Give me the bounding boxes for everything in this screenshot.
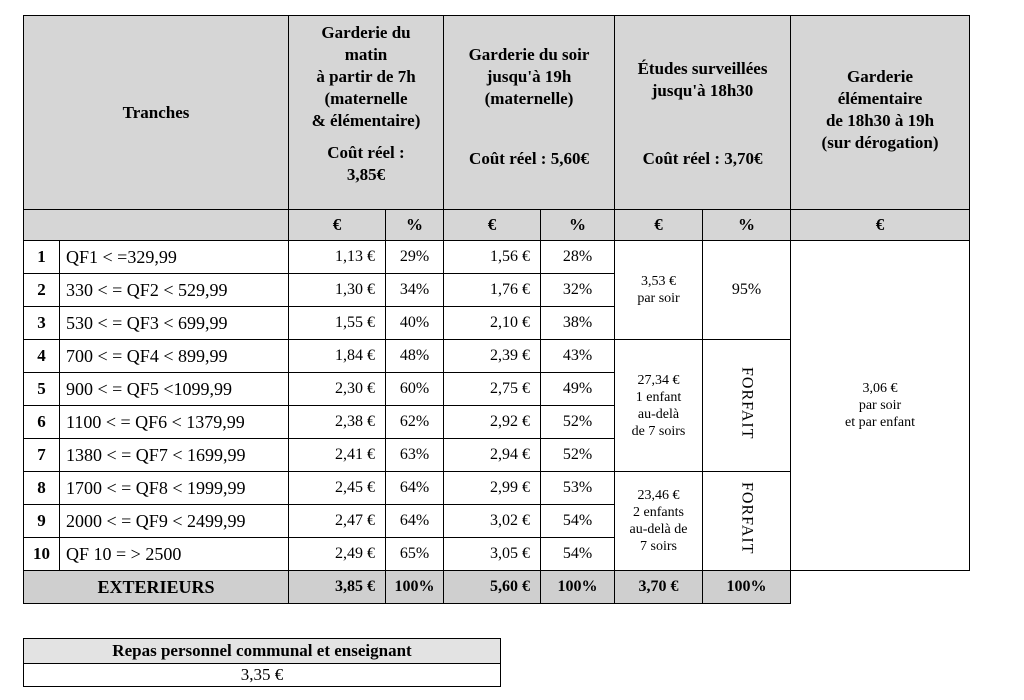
row-soir-eur: 3,05 € — [444, 538, 541, 571]
row-matin-eur: 2,41 € — [289, 439, 386, 472]
meal-value: 3,35 € — [24, 664, 501, 687]
row-matin-eur: 2,49 € — [289, 538, 386, 571]
matin-title: Garderie du matin à partir de 7h (maternelle & élémentaire) — [311, 23, 421, 130]
row-soir-pct: 52% — [541, 439, 615, 472]
unit-matin-eur: € — [289, 210, 386, 241]
row-qf-range: QF 10 = > 2500 — [60, 538, 289, 571]
row-soir-pct: 38% — [541, 307, 615, 340]
meal-price-table — [23, 638, 501, 687]
row-soir-pct: 32% — [541, 274, 615, 307]
unit-soir-pct: % — [541, 210, 615, 241]
exterieurs-matin-pct: 100% — [386, 571, 444, 604]
row-soir-eur: 2,99 € — [444, 472, 541, 505]
row-qf-range: 1100 < = QF6 < 1379,99 — [60, 406, 289, 439]
row-number: 6 — [24, 406, 60, 439]
row-matin-pct: 60% — [386, 373, 444, 406]
row-qf-range: 330 < = QF2 < 529,99 — [60, 274, 289, 307]
row-number: 4 — [24, 340, 60, 373]
row-number: 9 — [24, 505, 60, 538]
header-tranches: Tranches — [24, 16, 289, 210]
row-matin-eur: 2,30 € — [289, 373, 386, 406]
row-matin-pct: 48% — [386, 340, 444, 373]
matin-cost: Coût réel : 3,85€ — [327, 143, 405, 184]
row-matin-pct: 64% — [386, 505, 444, 538]
row-soir-eur: 3,02 € — [444, 505, 541, 538]
row-soir-eur: 2,39 € — [444, 340, 541, 373]
header-garderie-soir — [444, 16, 615, 210]
row-matin-pct: 62% — [386, 406, 444, 439]
table-row — [24, 241, 970, 274]
row-soir-eur: 2,94 € — [444, 439, 541, 472]
row-soir-eur: 1,76 € — [444, 274, 541, 307]
tarif-table — [23, 15, 970, 604]
row-number: 7 — [24, 439, 60, 472]
row-qf-range: 2000 < = QF9 < 2499,99 — [60, 505, 289, 538]
elementaire-merged-price: 3,06 € par soir et par enfant — [791, 241, 970, 571]
row-matin-eur: 2,38 € — [289, 406, 386, 439]
soir-title: Garderie du soir jusqu'à 19h (maternelle) — [468, 45, 590, 108]
header-garderie-elementaire — [791, 16, 970, 210]
row-matin-eur: 1,84 € — [289, 340, 386, 373]
row-soir-eur: 2,75 € — [444, 373, 541, 406]
row-number: 3 — [24, 307, 60, 340]
unit-etudes-pct: % — [703, 210, 791, 241]
row-soir-eur: 1,56 € — [444, 241, 541, 274]
row-soir-pct: 49% — [541, 373, 615, 406]
header-etudes-surveillees — [615, 16, 791, 210]
unit-elem-eur: € — [791, 210, 970, 241]
etudes-cost: Coût réel : 3,70€ — [642, 149, 763, 168]
exterieurs-matin-eur: 3,85 € — [289, 571, 386, 604]
row-qf-range: 1700 < = QF8 < 1999,99 — [60, 472, 289, 505]
etudes-group-1-price: 3,53 € par soir — [615, 241, 703, 340]
unit-matin-pct: % — [386, 210, 444, 241]
row-qf-range: QF1 < =329,99 — [60, 241, 289, 274]
header-garderie-matin — [289, 16, 444, 210]
row-number: 8 — [24, 472, 60, 505]
row-matin-pct: 65% — [386, 538, 444, 571]
exterieurs-etudes-pct: 100% — [703, 571, 791, 604]
row-qf-range: 900 < = QF5 <1099,99 — [60, 373, 289, 406]
row-matin-eur: 2,45 € — [289, 472, 386, 505]
exterieurs-label: EXTERIEURS — [24, 571, 289, 604]
row-matin-eur: 1,13 € — [289, 241, 386, 274]
row-matin-eur: 2,47 € — [289, 505, 386, 538]
etudes-group-2-price: 27,34 € 1 enfant au-delà de 7 soirs — [615, 340, 703, 472]
row-matin-pct: 63% — [386, 439, 444, 472]
row-qf-range: 700 < = QF4 < 899,99 — [60, 340, 289, 373]
row-matin-pct: 34% — [386, 274, 444, 307]
row-soir-pct: 52% — [541, 406, 615, 439]
etudes-group-3-price: 23,46 € 2 enfants au-delà de 7 soirs — [615, 472, 703, 571]
row-soir-pct: 43% — [541, 340, 615, 373]
exterieurs-soir-pct: 100% — [541, 571, 615, 604]
elem-title: Garderie élémentaire de 18h30 à 19h (sur dérogation) — [821, 67, 939, 152]
unit-etudes-eur: € — [615, 210, 703, 241]
row-soir-pct: 53% — [541, 472, 615, 505]
row-matin-pct: 64% — [386, 472, 444, 505]
etudes-group-3-forfait: FORFAIT — [703, 472, 791, 571]
row-matin-eur: 1,30 € — [289, 274, 386, 307]
exterieurs-soir-eur: 5,60 € — [444, 571, 541, 604]
row-soir-pct: 54% — [541, 505, 615, 538]
etudes-group-2-forfait: FORFAIT — [703, 340, 791, 472]
row-qf-range: 1380 < = QF7 < 1699,99 — [60, 439, 289, 472]
etudes-title: Études surveillées jusqu'à 18h30 — [637, 59, 768, 100]
unit-soir-eur: € — [444, 210, 541, 241]
row-matin-pct: 40% — [386, 307, 444, 340]
row-soir-pct: 28% — [541, 241, 615, 274]
meal-title: Repas personnel communal et enseignant — [24, 639, 501, 664]
row-number: 10 — [24, 538, 60, 571]
row-matin-eur: 1,55 € — [289, 307, 386, 340]
row-matin-pct: 29% — [386, 241, 444, 274]
exterieurs-etudes-eur: 3,70 € — [615, 571, 703, 604]
row-soir-eur: 2,92 € — [444, 406, 541, 439]
header-units-blank — [24, 210, 289, 241]
row-soir-eur: 2,10 € — [444, 307, 541, 340]
etudes-group-1-pct: 95% — [703, 241, 791, 340]
row-qf-range: 530 < = QF3 < 699,99 — [60, 307, 289, 340]
row-number: 2 — [24, 274, 60, 307]
row-soir-pct: 54% — [541, 538, 615, 571]
row-number: 5 — [24, 373, 60, 406]
row-number: 1 — [24, 241, 60, 274]
soir-cost: Coût réel : 5,60€ — [469, 149, 589, 168]
exterieurs-row — [24, 571, 970, 604]
